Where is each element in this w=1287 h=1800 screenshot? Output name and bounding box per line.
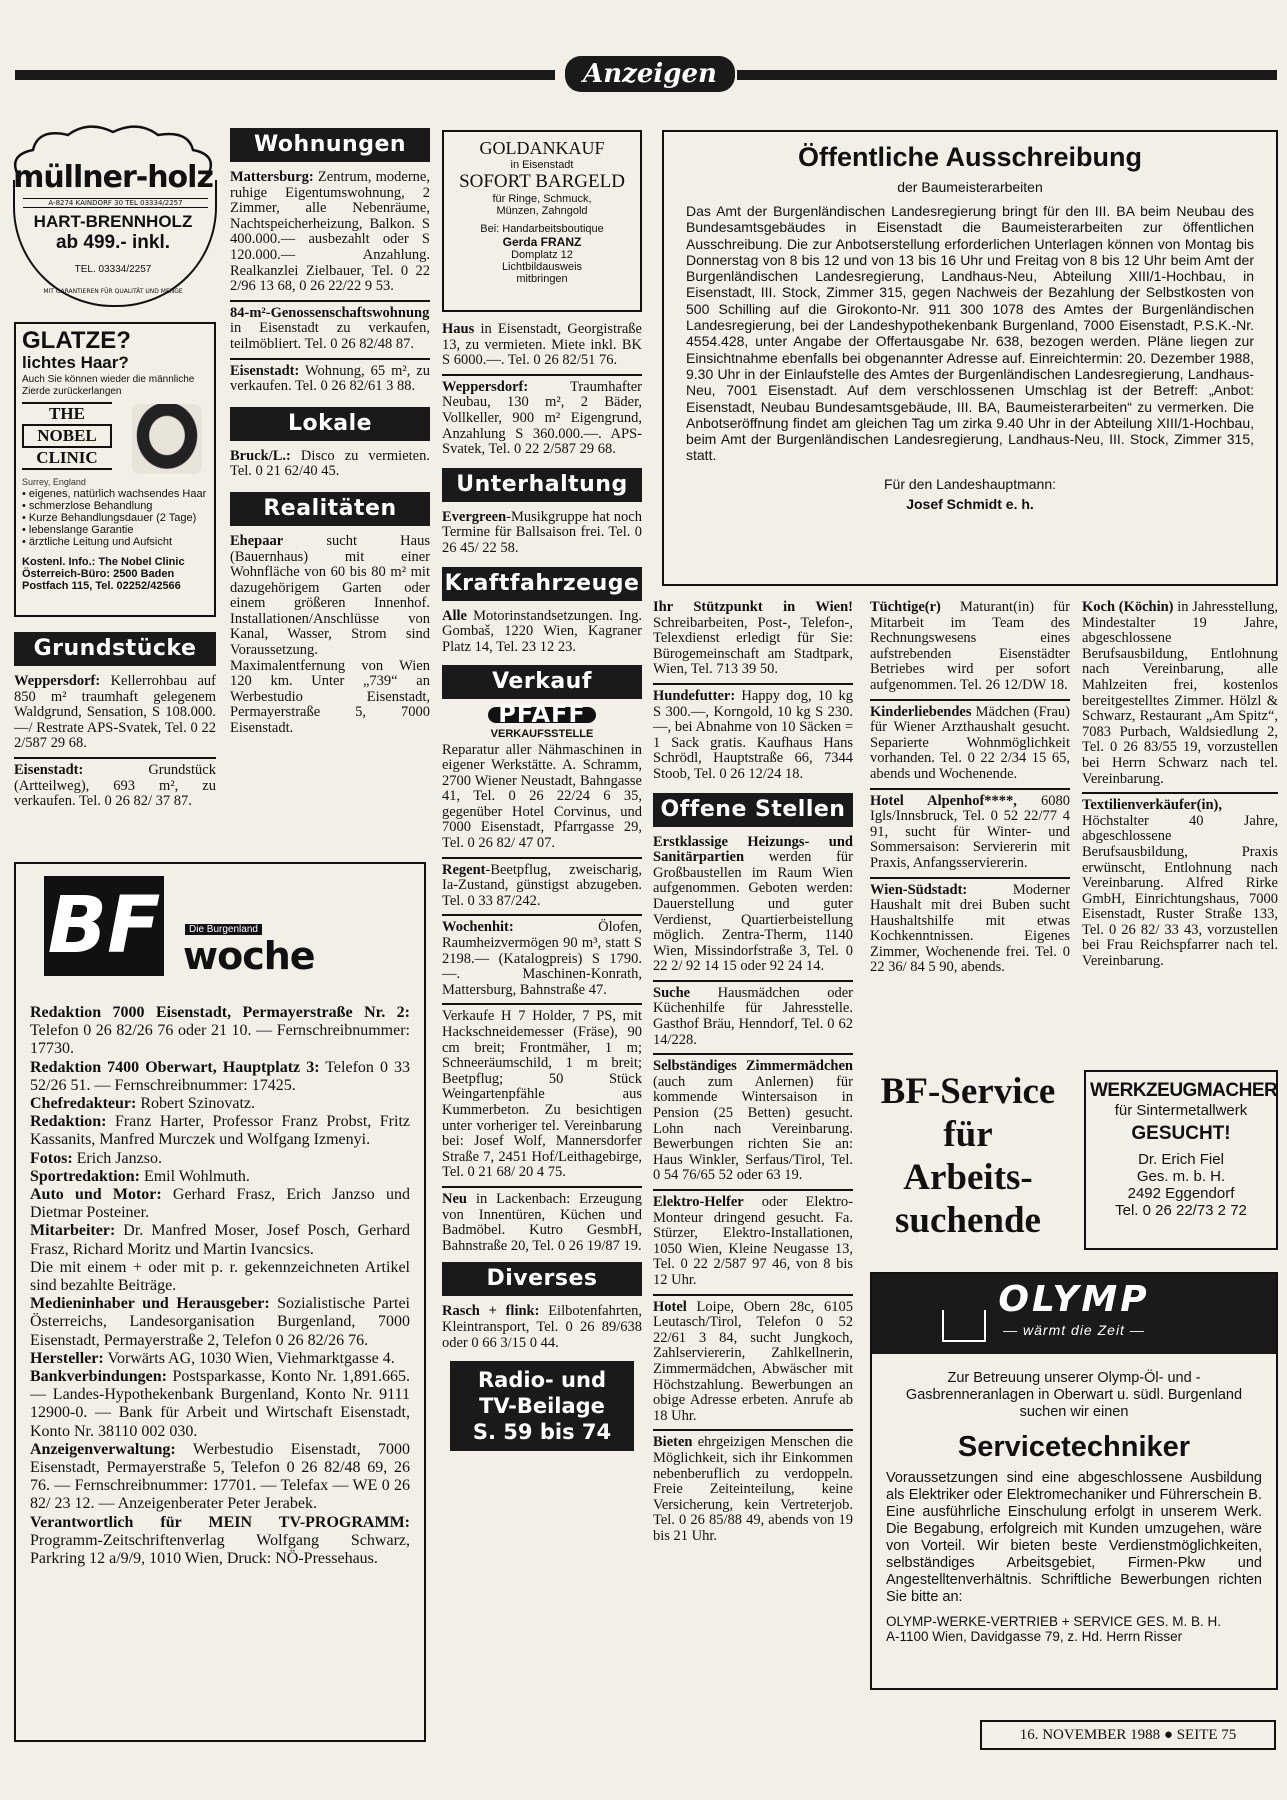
ad-hotel-loipe: Hotel Loipe, Obern 28c, 6105 Leutasch/Tirol, Telefon 0 52 22/61 3 84, sucht Jungkoch, Zahlserviererin, Zahlkellnerin, Zimmermädchen, Abwäscher mit Höchstzahlung. Bewerbungen an obige Adresse erbeten. Anrufe ab 18 Uhr. [653,1298,853,1424]
radio-tv-beilage [450,1361,634,1451]
offene-stellen-heading: Offene Stellen [653,793,853,827]
ausschreibung-ad [662,130,1278,586]
ad-wohnung-2: 84-m²-Genossenschaftswohnung in Eisenstadt zu verkaufen, teilmöbliert. Tel. 0 26 82/48 87. [230,304,430,352]
gold-l5: Bei: Handarbeitsboutique [480,223,604,235]
werkzeug-l1: WERKZEUGMACHER [1090,1080,1278,1101]
portrait-image [132,404,202,474]
impressum-entry: Anzeigenverwaltung: Werbestudio Eisenstadt, 7000 Eisenstadt, Permayerstraße 5, Telefon 0 26 82/48 69, 26 76. — Fernschreibnummer: 17701. — Telefax — WE 0 26 82/ 23 12. — Anzeigenberater Peter Jerabek. [30,1440,410,1513]
gold-l6: Gerda FRANZ [502,235,582,249]
ad-hundefutter: Hundefutter: Happy dog, 10 kg S 300.—, Korngold, 10 kg S 230.—, bei Abnahme von 10 Säcken = 1 Sack gratis. Kaufhaus Hans Schrödl, Hauptstraße 66, 7344 Stoob, Tel. 0 26 12/24 18. [653,687,853,782]
ad-lackenbach: Neu in Lackenbach: Erzeugung von Innentüren, Küchen und Badmöbel. Kutro GesmbH, Bahnstraße 20, Tel. 0 26 19/87 19. [442,1190,642,1254]
werkzeug-l4: Dr. Erich Fiel [1138,1151,1224,1168]
glatze-bullet-2: • schmerzlose Behandlung [22,500,153,512]
muellner-line2: ab 499.- inkl. [55,232,171,253]
werkzeug-l5: Ges. m. b. H. [1136,1168,1226,1185]
surrey-label: Surrey, England [22,477,86,487]
nobel-clinic-logo [22,402,112,470]
muellner-arc-text: MIT GARANTIEREN FÜR QUALITÄT UND MENGE [43,288,183,295]
olymp-addr2: A-1100 Wien, Davidgasse 79, z. Hd. Herrn Risser [886,1629,1183,1644]
pfaff-subtitle: VERKAUFSSTELLE [490,727,594,740]
column-2 [230,122,430,739]
column-5 [870,600,1070,978]
grundstuecke-section [14,624,216,812]
top-banner [15,56,1277,96]
ad-grundstueck-2: Eisenstadt: Grundstück (Artteilweg), 693 m², zu verkaufen. Tel. 0 26 82/ 37 87. [14,761,216,810]
kraftfahrzeuge-heading: Kraftfahrzeuge [442,567,642,601]
olymp-intro: Zur Betreuung unserer Olymp-Öl- und -Gasbrenneranlagen in Oberwart u. südl. Burgenland suchen wir einen [905,1370,1243,1420]
olymp-title: Servicetechniker [957,1431,1191,1463]
ausschreibung-subtitle: der Baumeisterarbeiten [897,179,1043,195]
ad-textilien: Textilienverkäufer(in), Höchstalter 40 Jahre, abgeschlossene Berufsausbildung, Praxis erwünscht, Entlohnung nach Vereinbarung. Alfred Rirke GmbH, Einrichtungshaus, 7000 Eisenstadt, Ruster Straße 133, Tel. 0 26 82/ 33 43, vorzustellen bei Frau Reichspfarrer nach tel. Vereinbarung. [1082,797,1278,970]
ad-hotel-alpenhof: Hotel Alpenhof****, 6080 Igls/Innsbruck, Tel. 0 52 22/77 4 91, sucht für Winter- und Sommersaison: Serviererin mit Praxis, Anfangsserviererin. [870,792,1071,871]
olymp-addr1: OLYMP-WERKE-VERTRIEB + SERVICE GES. M. B. H. [886,1614,1221,1629]
ad-wohnung-1: Mattersburg: Zentrum, moderne, ruhige Eigentumswohnung, 2 Zimmer, alle Nebenräume, Nachtspeicherheizung, Balkon. S 400.000.— ausbezahlt oder S 120.000.— Anzahlung. Realkanzlei Zielbauer, Tel. 0 22 2/96 13 68, 0 26 22/22 9 53. [230,169,430,295]
grundstuecke-heading: Grundstücke [14,632,216,666]
glatze-ad [14,322,216,617]
muellner-line1: HART-BRENNHOLZ [33,212,193,231]
bf-logo-small: Die Burgenland [185,924,262,935]
olymp-body: Voraussetzungen sind eine abgeschlossene Ausbildung als Elektriker oder Elektromechaniker und Führerschein B. Eine ausführliche Einschulung erfolgt in unserem Werk. Die Begabung, erfolgreich mit Kunden umzugehen, wäre von Vorteil. Wir bieten beste Verdienstmöglichkeiten, selbständiges Arbeitsgebiet, Firmen-Pkw und Angestelltenverhältnis. Schriftliche Bewerbungen richten Sie bitte an: [886,1470,1262,1605]
impressum-entry: Redaktion 7000 Eisenstadt, Permayerstraße Nr. 2: Telefon 0 26 82/26 76 oder 21 10. — Fernschreibnummer: 17730. [30,1004,410,1058]
glatze-info-2: Österreich-Büro: 2500 Baden [22,568,175,580]
muellner-address: A-8274 KAINDORF 30 TEL 03334/2257 [23,198,208,208]
impressum-entry: Mitarbeiter: Dr. Manfred Moser, Josef Posch, Gerhard Frasz, Richard Moritz und Martin Ivancsics. [30,1222,410,1258]
page-footer: 16. NOVEMBER 1988 ● SEITE 75 [980,1720,1276,1750]
ad-koch: Koch (Köchin) in Jahresstellung, Mindestalter 19 Jahre, abgeschlossene Berufsausbildung, Entlohnung nach Vereinbarung, alle Mahlzeiten frei, kostenlos bereitgestelltes Zimmer. Hölzl & Schwarz, Restaurant „Am Spitz“, 7083 Purbach, Waldsiedlung 2, Tel. 0 26 83/55 19, vorzustellen bei Herrn Schwarz nach tel. Vereinbarung. [1082,599,1278,787]
ad-motorinstandsetzung: Alle Motorinstandsetzungen. Ing. Gombaš, 1220 Wien, Kagraner Platz 14, Tel. 23 12 23. [442,607,642,655]
ausschreibung-sign2: Josef Schmidt e. h. [906,495,1034,512]
ad-bieten: Bieten ehrgeizigen Menschen die Möglichkeit, sich ihr Einkommen nebenberuflich zu verdoppeln. Freie Zeiteinteilung, keine Versicherung, kein Vertreterjob. Tel. 0 26 85/88 49, abends von 19 bis 21 Uhr. [653,1434,853,1544]
bf-service-l4: suchende [895,1200,1041,1241]
radio-line3: S. 59 bis 74 [472,1420,612,1445]
bf-service-l2: für [943,1114,993,1155]
ad-wien-suedstadt: Wien-Südstadt: Moderner Haushalt mit drei Buben sucht Haushaltshilfe mit etwas Kochkenntnissen. Eigenes Zimmer, Wochenende frei. Tel. 0 22 36/ 84 5 90, abends. [870,881,1070,976]
olymp-logo-block [872,1274,1276,1354]
bf-logo-letters: BF [44,876,164,976]
ad-rasch-flink: Rasch + flink: Eilbotenfahrten, Kleintransport, Tel. 0 26 89/638 oder 0 66 3/15 0 44. [442,1303,642,1351]
muellner-logo: müllner-holz [13,160,213,195]
gold-l8: Lichtbildausweis mitbringen [501,261,583,285]
glatze-info-1: Kostenl. Info.: The Nobel Clinic [22,556,185,568]
clinic-line3: CLINIC [22,448,112,470]
ausschreibung-sign1: Für den Landeshauptmann: [883,475,1056,492]
bf-logo-word: woche [183,934,315,978]
ad-lokal-1: Bruck/L.: Disco zu vermieten. Tel. 0 21 62/40 45. [230,447,430,480]
impressum-entry: Redaktion: Franz Harter, Professor Franz Probst, Fritz Kassanits, Manfred Murczek und Wolfgang Izmenyi. [30,1113,410,1149]
ad-realitaet-1: Ehepaar sucht Haus (Bauernhaus) mit einer Wohnfläche von 60 bis 80 m² mit dazugehörigem Garten oder einem größeren Innenhof. Installationen/Anschlüsse von Kanal, Wasser, Strom sind Voraussetzung. Maximalentfernung von Wien 120 km. Unter „739“ an Werbestudio Eisenstadt, Permayerstraße 5, 7000 Eisenstadt. [230,532,430,737]
column-6 [1082,600,1278,972]
ad-holder: Verkaufe H 7 Holder, 7 PS, mit Hackschneidemesser (Fräse), 90 cm breit; Frontmäher, 1 m; Schneeräumschild, 1 m breit; Beetpflug; 50 Stück Weingartenpfähle aus Kummerbeton. Zu besichtigen unter vorheriger tel. Vereinbarung bei: Josef Wolf, Mannersdorfer Straße 7, 2451 Hof/Leithagebirge, Tel. 0 21 68/ 20 4 75. [442,1008,642,1181]
ad-haus-eisenstadt: Haus in Eisenstadt, Georgistraße 13, zu vermieten. Miete inkl. BK S 6000.—. Tel. 0 26 82/51 76. [442,321,642,369]
clinic-line2: NOBEL [22,424,112,448]
clinic-line1: THE [22,402,112,424]
gold-l3: SOFORT BARGELD [459,171,625,192]
ad-regent: Regent-Beetpflug, zweischarig, Ia-Zustand, günstigst abzugeben. Tel. 0 33 87/242. [442,861,642,909]
ad-weppersdorf-neubau: Weppersdorf: Traumhafter Neubau, 130 m², 2 Bäder, Vollkeller, 900 m² Eigengrund, Anzahlung S 360.000.—. APS-Svatek, Tel. 0 22 2/587 29 68. [442,378,642,458]
pfaff-wordmark: PFAFF [488,707,596,723]
gold-l7: Domplatz 12 [511,249,573,261]
bf-service-l3: Arbeits- [903,1157,1033,1198]
olymp-slogan: — wärmt die Zeit — [1003,1322,1145,1338]
ad-wochenhit: Wochenhit: Ölofen, Raumheizvermögen 90 m³, statt S 2198.— (Katalogpreis) S 1790.—. Maschinen-Konrath, Mattersburg, Bahnstraße 47. [442,919,642,998]
radio-line1: Radio- und [478,1368,606,1393]
glatze-bullet-4: • lebenslange Garantie [22,524,134,536]
impressum-entry: Fotos: Erich Janzso. [30,1149,162,1167]
ad-stuetzpunkt: Ihr Stützpunkt in Wien! Schreibarbeiten, Post-, Telefon-, Telexdienst erledigt für Sie: Bürogemeinschaft am Stadtpark, Wien, Tel. 713 39 50. [653,599,853,678]
olymp-ad [870,1272,1278,1690]
ad-hausmaedchen: Suche Hausmädchen oder Küchenhilfe für Jahresstelle. Gasthof Bräu, Henndorf, Tel. 0 62 14/228. [653,984,853,1048]
impressum-entry: Sportredaktion: Emil Wohlmuth. [30,1167,250,1185]
pfaff-logo [442,700,642,729]
impressum-text [30,1004,410,1568]
ad-heizung: Erstklassige Heizungs- und Sanitärpartien werden für Großbaustellen im Raum Wien aufgenommen. Geboten werden: Dauerstellung und guter Verdienst, Quartierbeistellung möglich. Zentra-Therm, 1140 Wien, Missindorfstraße 3, Tel. 0 22 2/ 92 14 15 oder 92 24 14. [653,833,853,975]
ad-kinderliebend: Kinderliebendes Mädchen (Frau) für Wiener Arzthaushalt gesucht. Separierte Wohnmöglichkeit vorhanden. Tel. 0 22 2/34 15 65, abends und Wochenende. [870,703,1070,782]
lokale-heading: Lokale [230,407,430,441]
banner-title: Anzeigen [565,56,735,92]
verkauf-heading: Verkauf [442,665,642,699]
glatze-sub: lichtes Haar? [22,353,129,372]
impressum-entry: Auto und Motor: Gerhard Frasz, Erich Janzso und Dietmar Posteiner. [30,1186,410,1222]
diverses-heading: Diverses [442,1262,642,1296]
radio-line2: TV-Beilage [479,1394,605,1419]
ad-tuechtige: Tüchtige(r) Maturant(in) für Mitarbeit im Team des Rechnungswesens eines aufstrebenden Eisenstädter Betriebes wird per sofort aufgenommen. Tel. 26 12/DW 18. [870,599,1070,693]
wohnungen-heading: Wohnungen [230,128,430,162]
impressum-entry: Verantwortlich für MEIN TV-PROGRAMM: Programm-Zeitschriftenverlag Wolfgang Schwarz, Parkring 12 a/9/9, 1010 Wien, Druck: NÖ-Pressehaus. [30,1513,410,1568]
glatze-title: GLATZE? [22,327,131,354]
bf-logo [30,872,410,1002]
bf-service-l1: BF-Service [880,1071,1056,1112]
muellner-tel: TEL. 03334/2257 [74,264,152,275]
ad-elektro: Elektro-Helfer oder Elektro-Monteur dringend gesucht. Fa. Stürzer, Elektro-Installationen, 1050 Wien, Kleine Neugasse 13, Tel. 0 22 2/587 97 46, von 8 bis 12 Uhr. [653,1194,853,1288]
gold-l4: für Ringe, Schmuck, Münzen, Zahngold [492,193,592,217]
impressum-entry: Die mit einem + oder mit p. r. gekennzeichneten Artikel sind bezahlte Beiträge. [30,1258,410,1295]
olymp-logo: OLYMP [998,1279,1150,1320]
column-3 [442,322,642,1451]
glatze-bullet-3: • Kurze Behandlungsdauer (2 Tage) [22,512,197,524]
ad-grundstueck-1: Weppersdorf: Kellerrohbau auf 850 m² traumhaft gelegenem Waldgrund, Sensation, S 108.000.—/ Restrate APS-Svatek, Tel. 0 22 2/587 29 68. [14,673,216,752]
impressum-entry: Chefredakteur: Robert Szinovatz. [30,1095,255,1113]
gold-l1: GOLDANKAUF [479,138,605,158]
unterhaltung-heading: Unterhaltung [442,468,642,502]
glatze-bullet-1: • eigenes, natürlich wachsendes Haar [22,488,207,500]
realitaeten-heading: Realitäten [230,492,430,526]
muellner-holz-ad [8,120,218,310]
gold-l2: in Eisenstadt [510,159,574,171]
ausschreibung-title: Öffentliche Ausschreibung [797,142,1143,172]
werkzeug-l3: GESUCHT! [1131,1123,1231,1144]
werkzeug-l7: Tel. 0 26 22/73 2 72 [1115,1202,1247,1219]
glatze-bullet-5: • ärztliche Leitung und Aufsicht [22,536,172,548]
ad-wohnung-3: Eisenstadt: Wohnung, 65 m², zu verkaufen. Tel. 0 26 82/61 3 88. [230,362,430,395]
ad-zimmermaedchen: Selbständiges Zimmermädchen (auch zum Anlernen) für kommende Wintersaison in Pension (25 Betten) gesucht. Lohn nach Vereinbarung. Bewerbungen richten Sie an: Haus Winkler, Serfaus/Tirol, Tel. 0 54 76/65 52 oder 63 19. [653,1058,853,1184]
werkzeug-l6: 2492 Eggendorf [1127,1185,1235,1202]
glatze-info-3: Postfach 115, Tel. 02252/42566 [22,580,181,592]
column-4 [653,600,853,1546]
impressum-entry: Hersteller: Vorwärts AG, 1030 Wien, Viehmarktgasse 4. [30,1349,395,1367]
impressum-entry: Redaktion 7400 Oberwart, Hauptplatz 3: Telefon 0 33 52/26 51. — Fernschreibnummer: 17425. [30,1058,410,1094]
ad-pfaff: Reparatur aller Nähmaschinen in eigener Werkstätte. A. Schramm, 2700 Wiener Neustadt, Bahngasse 41, Tel. 0 26 22/24 6 35, gegenüber Hotel Corvinus, und 7000 Eisenstadt, Pfarrgasse 29, Tel. 0 26 82/ 47 07. [442,741,642,852]
impressum-entry: Bankverbindungen: Postsparkasse, Konto Nr. 1,891.665. — Landes-Hypothekenbank Burgenland, Konto Nr. 9111 12900-0. — Bank für Arbeit und Wirtschaft Eisenstadt, Konto Nr. 38110 002 030. [30,1368,410,1440]
house-icon [942,1310,986,1342]
bf-impressum-box [14,862,426,1742]
glatze-text: Auch Sie können wieder die männliche Zierde zurückerlangen [22,374,195,397]
impressum-entry: Medieninhaber und Herausgeber: Sozialistische Partei Österreichs, Landesorganisation Burgenland, 7000 Eisenstadt, Permayerstraße 2, Telefon 0 26 82/26 76. [30,1295,410,1349]
ad-evergreen: Evergreen-Musikgruppe hat noch Termine für Ballsaison frei. Tel. 0 26 45/ 22 58. [442,508,642,556]
werkzeugmacher-ad [1084,1070,1278,1250]
bf-service-ad [862,1070,1074,1250]
werkzeug-l2: für Sintermetallwerk [1114,1102,1248,1119]
goldankauf-ad [442,130,642,312]
ausschreibung-body: Das Amt der Burgenländischen Landesregierung bringt für den III. BA beim Neubau des Bundesamtsgebäudes in Eisenstadt die Baumeisterarbeiten zur öffentlichen Ausschreibung. Die zur Anbotserstellung erforderlichen Unterlagen können von Montag bis Donnerstag von 8 bis 12 und von 13 bis 16 Uhr und Freitag von 8 bis 12 Uhr beim Amt der Burgenländischen Landesregierung, Landhaus-Neu, Abteilung XIII/1-Hochbau, in Eisenstadt, III. Stock, Zimmer 315, gegen Nachweis der Bezahlung der Selbstkosten von 500 Schilling auf die Girokonto-Nr. 911 300 1078 des Amtes der Burgenländischen Landesregierung, bei der Landeshypothekenbank Burgenland, 7000 Eisenstadt, P.S.K.-Nr. 4554.428, unter Angabe der Offertausgabe Nr. 638, bezogen werden. Pläne liegen zur Einsichtnahme ebenfalls bei obgenannter Adresse auf. Einreichtermin: 20. Dezember 1988, 9.30 Uhr in der Einlaufstelle des Amtes der Burgenländischen Landesregierung, Landhaus-Neu, 7001 Eisenstadt. Auf dem verschlossenen Umschlag ist der Betreff: „Anbot: Eisenstadt, Neubau Bundesamtsgebäude, III. BA, Baumeisterarbeiten“ zu vermerken. Die Anbotseröffnung findet am gleichen Tag um zirka 9.40 Uhr in der Abteilung XIII/1-Hochbau, beim Amt der Burgenländischen Landesregierung, Landhaus-Neu, III. Stock, Zimmer 315, statt. [686,203,1254,464]
